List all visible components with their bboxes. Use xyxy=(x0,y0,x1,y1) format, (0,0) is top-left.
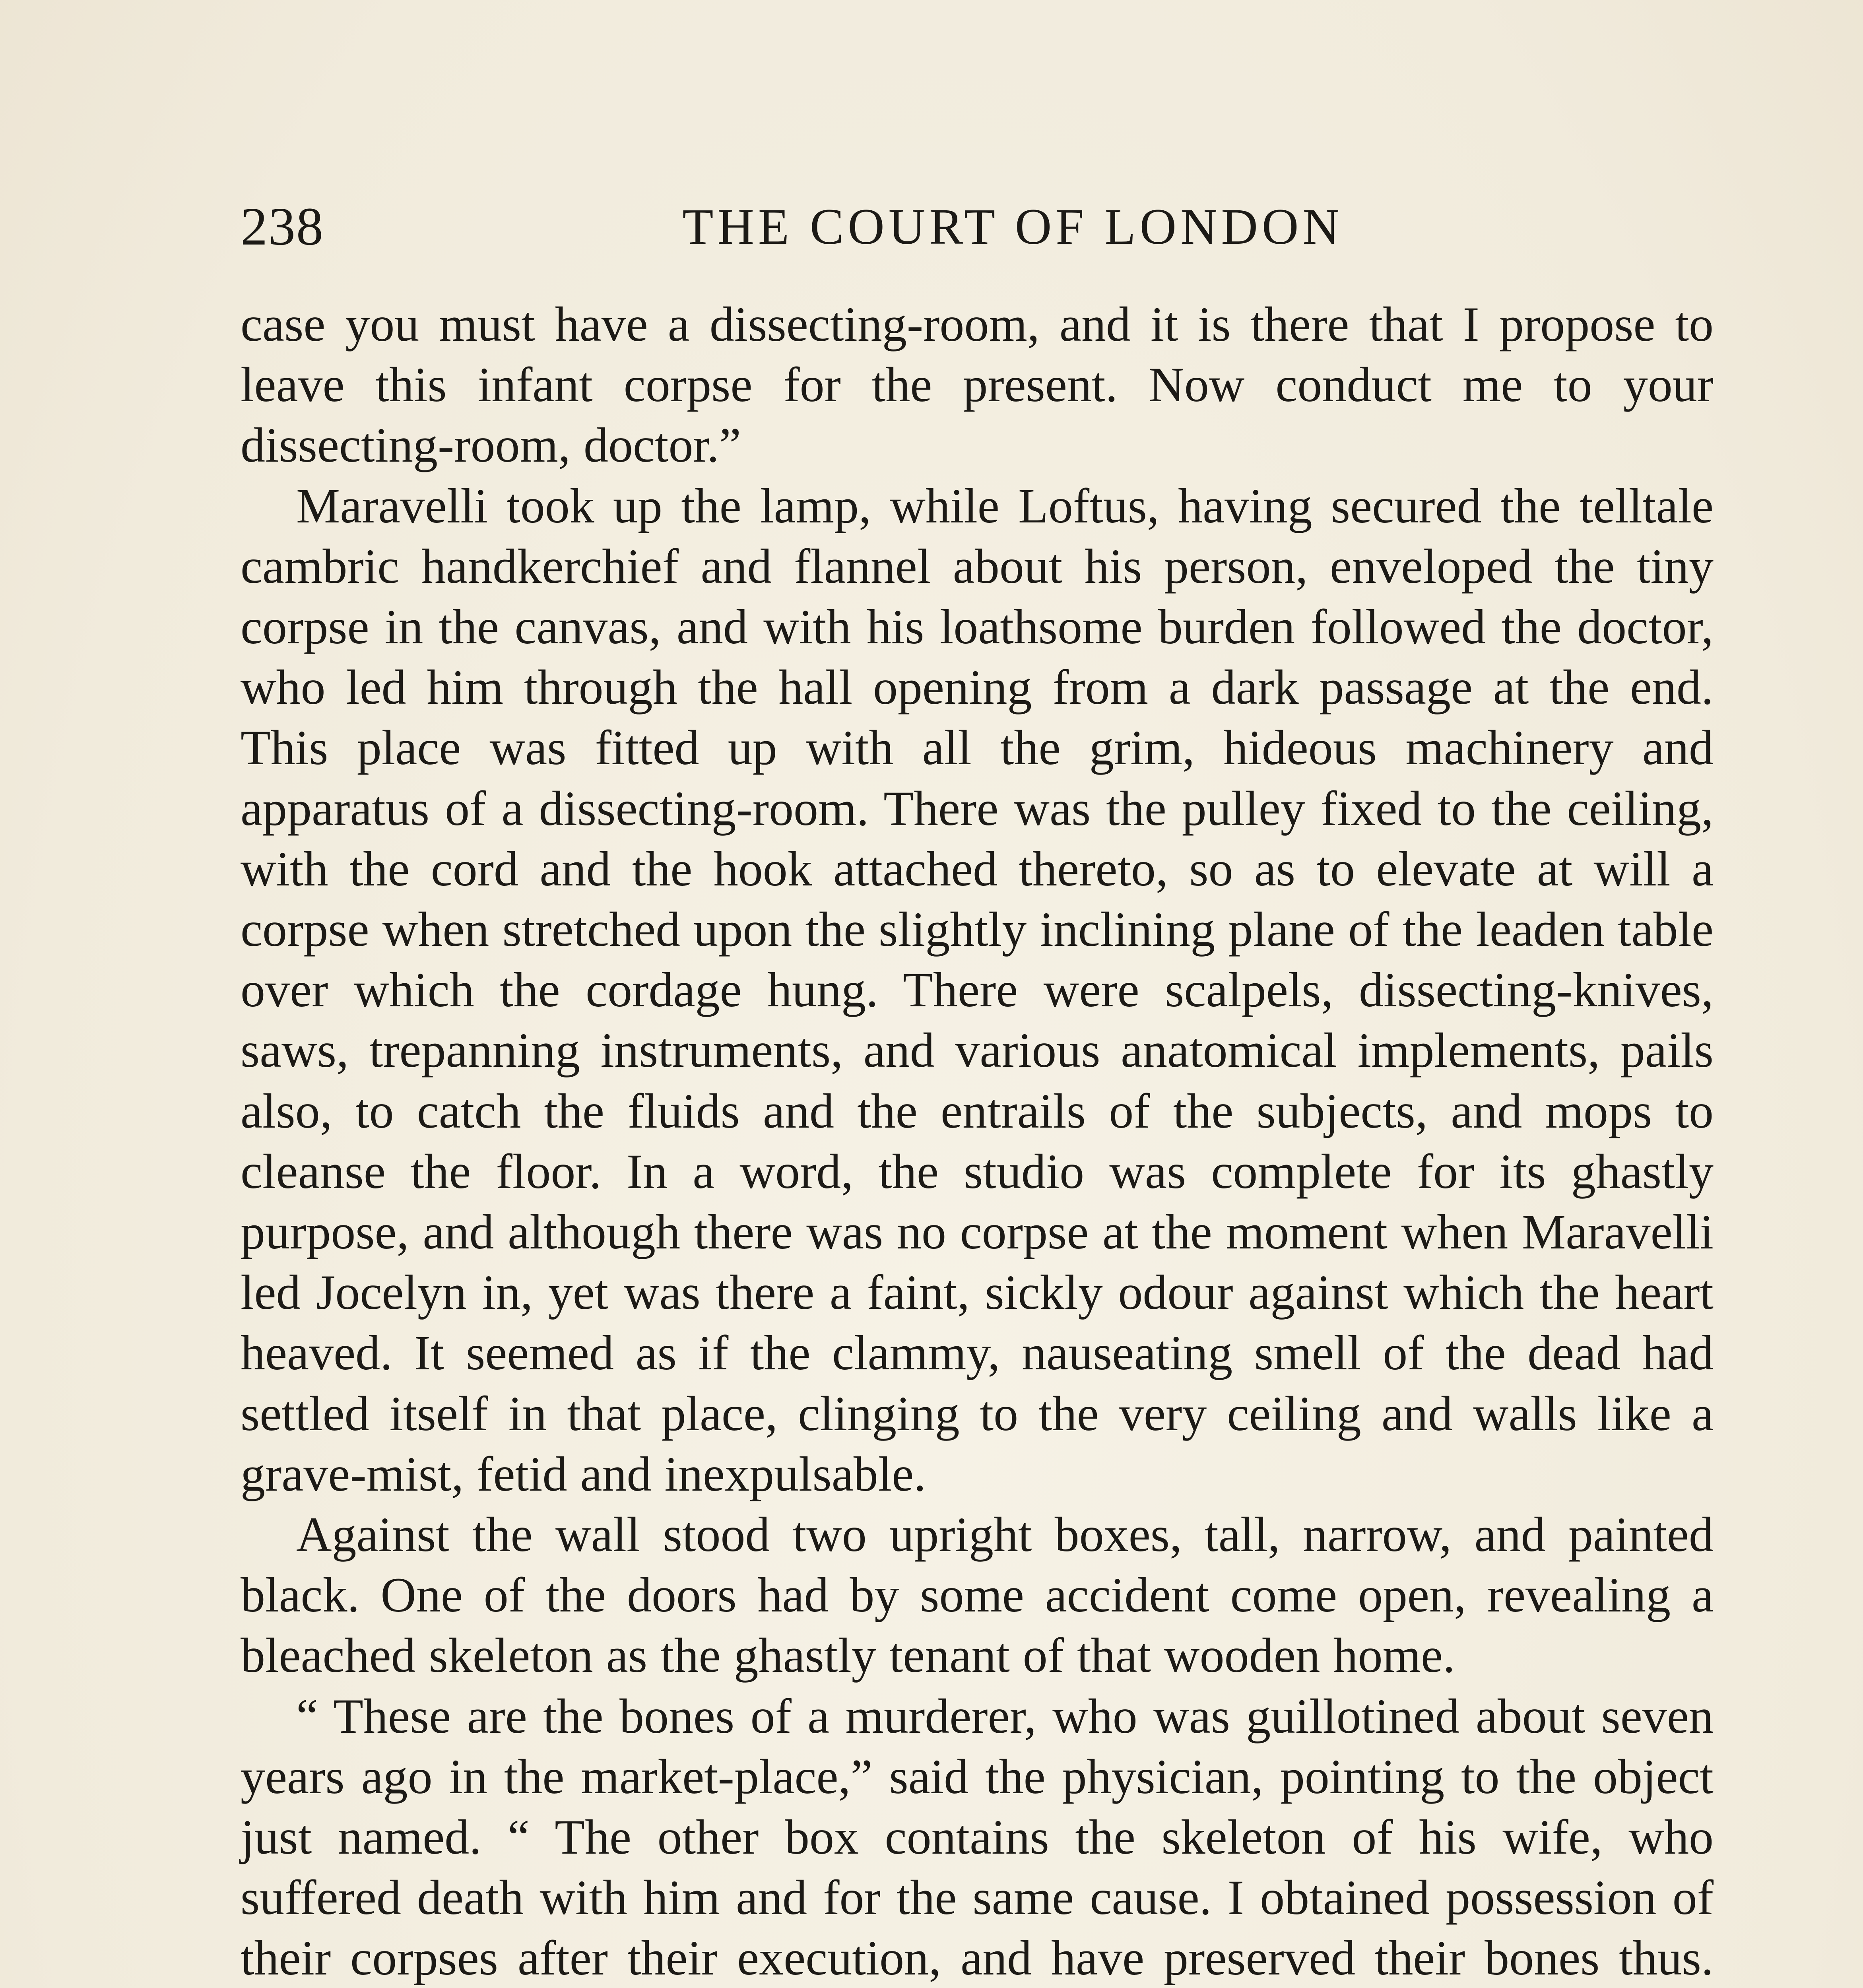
page-header xyxy=(241,187,1714,266)
page-number: 238 xyxy=(241,197,324,256)
paragraph-upright-boxes: Against the wall stood two upright boxes, tall, narrow, and painted black. One of the doors had by some accident come open, revealing a bleached skeleton as the ghastly tenant of that wooden home. xyxy=(241,1507,1714,1683)
body-text xyxy=(241,294,1714,1988)
paragraph-dissecting-room: Maravelli took up the lamp, while Loftus, having secured the telltale cambric handkerchief and flannel about his person, enveloped the tiny corpse in the canvas, and with his loathsome burden followed the doctor, who led him through the hall opening from a dark passage at the end. This place was fitted up with all the grim, hideous machinery and apparatus of a dissecting-room. There was the pulley fixed to the ceiling, with the cord and the hook attached thereto, so as to elevate at will a corpse when stretched upon the slightly inclining plane of the leaden table over which the cordage hung. There were scalpels, dissecting-knives, saws, trepanning instruments, and various anatomical implements, pails also, to catch the fluids and the entrails of the subjects, and mops to cleanse the floor. In a word, the studio was complete for its ghastly purpose, and although there was no corpse at the moment when Maravelli led Jocelyn in, yet was there a faint, sickly odour against which the heart heaved. It seemed as if the clammy, nauseating smell of the dead had settled itself in that place, clinging to the very ceiling and walls like a grave-mist, fetid and inexpulsable. xyxy=(241,478,1714,1501)
running-title: THE COURT OF LONDON xyxy=(682,198,1343,255)
paragraph-murderer-bones: “ These are the bones of a murderer, who was guillotined about seven years ago in the market-place,” said the physician, pointing to the object just named. “ The other box contains the skeleton of his wife, who suffered death with him and for the same cause. I obtained possession of their corpses after their execution, and have preserved their bones thus. xyxy=(241,1689,1714,1986)
paragraph-continuation: case you must have a dissecting-room, and it is there that I propose to leave this infant corpse for the present. Now conduct me to your dissecting-room, doctor.” xyxy=(241,297,1714,473)
